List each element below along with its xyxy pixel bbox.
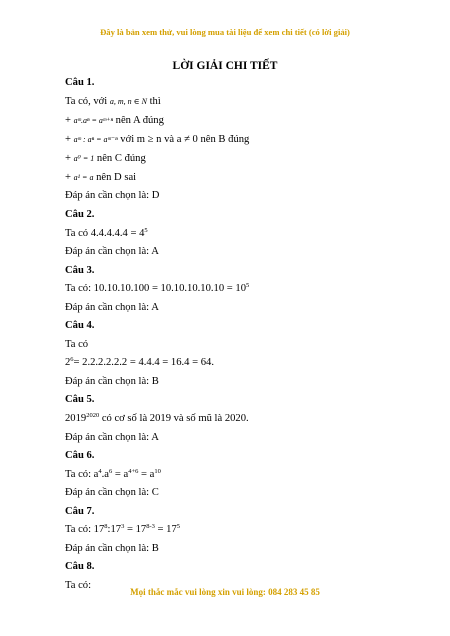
q6-e3: 4+6 [128, 468, 139, 475]
bullet: + [65, 134, 71, 145]
q2-exponent: 5 [144, 227, 148, 234]
q4-answer: Đáp án cần chọn là: B [65, 376, 159, 387]
q3-exponent: 5 [246, 282, 250, 289]
q1-heading: Câu 1. [65, 77, 95, 88]
q6-text [65, 469, 161, 481]
q3-text [65, 283, 249, 295]
q4-heading: Câu 4. [65, 320, 95, 331]
q1-answer: Đáp án cần chọn là: D [65, 190, 160, 201]
q1-intro-end: thì [149, 96, 161, 107]
q2-heading: Câu 2. [65, 209, 95, 220]
q1-c-math: a⁰ = 1 [73, 154, 95, 163]
q4-intro: Ta có [65, 339, 89, 350]
q6-heading: Câu 6. [65, 450, 95, 461]
q1-b-math: aᵐ : aⁿ = aᵐ⁻ⁿ [73, 135, 118, 144]
q6-answer: Đáp án cần chọn là: C [65, 487, 159, 498]
q1-intro [65, 96, 161, 108]
q1-option-b [65, 134, 249, 146]
q3-heading: Câu 3. [65, 265, 95, 276]
q6-e2: 6 [108, 468, 113, 475]
q5-answer: Đáp án cần chọn là: A [65, 432, 159, 443]
q4-base: 2 [65, 357, 71, 368]
q5-exponent: 2020 [86, 412, 100, 419]
bullet: + [65, 115, 71, 126]
q6-p3: = a [112, 469, 129, 480]
q6-e1: 4 [98, 468, 102, 475]
q7-e3: 8-3 [146, 523, 155, 530]
q2-answer: Đáp án cần chọn là: A [65, 246, 159, 257]
q1-option-c [65, 153, 146, 165]
q7-text [65, 524, 180, 536]
q7-e2: 3 [121, 523, 125, 530]
q1-c-text: nên C đúng [96, 153, 146, 164]
q5-heading: Câu 5. [65, 394, 95, 405]
q7-heading: Câu 7. [65, 506, 95, 517]
q4-text [65, 357, 214, 369]
q1-intro-text: Ta có, với [65, 96, 108, 107]
q1-a-text: nên A đúng [115, 115, 164, 126]
q1-option-a [65, 115, 164, 127]
q1-a-math: aᵐ.aⁿ = aᵐ⁺ⁿ [73, 116, 113, 125]
q6-p2: .a [101, 469, 109, 480]
q3-answer: Đáp án cần chọn là: A [65, 302, 159, 313]
q1-d-math: a¹ = a [73, 173, 94, 182]
q1-option-d [65, 172, 136, 184]
q1-d-text: nên D sai [96, 172, 137, 183]
bullet: + [65, 153, 71, 164]
contact-notice: Mọi thắc mắc vui lòng xin vui lòng: 084 283 45 85 [130, 587, 320, 597]
q3-expr: Ta có: 10.10.10.100 = 10.10.10.10.10 = 10 [65, 283, 246, 294]
q7-e4: 5 [176, 523, 180, 530]
q8-heading: Câu 8. [65, 561, 95, 572]
page-title: LỜI GIẢI CHI TIẾT [172, 60, 278, 72]
q2-text [65, 228, 148, 240]
q1-b-text: với m ≥ n và a ≠ 0 nên B đúng [120, 134, 250, 145]
bullet: + [65, 172, 71, 183]
q4-exponent: 6 [70, 356, 74, 363]
q7-answer: Đáp án cần chọn là: B [65, 543, 159, 554]
q5-base: 2019 [65, 413, 87, 424]
q6-p1: Ta có: a [65, 469, 99, 480]
q7-p2: :17 [107, 524, 122, 535]
q5-text [65, 413, 249, 425]
q6-e4: 10 [154, 468, 161, 475]
q5-rest: có cơ số là 2019 và số mũ là 2020. [99, 413, 249, 424]
q7-p4: = 17 [154, 524, 177, 535]
q1-intro-math: a, m, n ∈ N [109, 97, 147, 106]
q2-expr: Ta có 4.4.4.4.4 = 4 [65, 228, 145, 239]
preview-notice: Đây là bản xem thử, vui lòng mua tài liệu để xem chi tiết (có lời giải) [100, 27, 350, 37]
q7-p3: = 17 [124, 524, 147, 535]
q7-p1: Ta có: 17 [65, 524, 105, 535]
q6-p4: = a [138, 469, 155, 480]
q7-e1: 8 [104, 523, 108, 530]
q4-rest: = 2.2.2.2.2.2 = 4.4.4 = 16.4 = 64. [73, 357, 214, 368]
q8-text: Ta có: [65, 580, 92, 591]
